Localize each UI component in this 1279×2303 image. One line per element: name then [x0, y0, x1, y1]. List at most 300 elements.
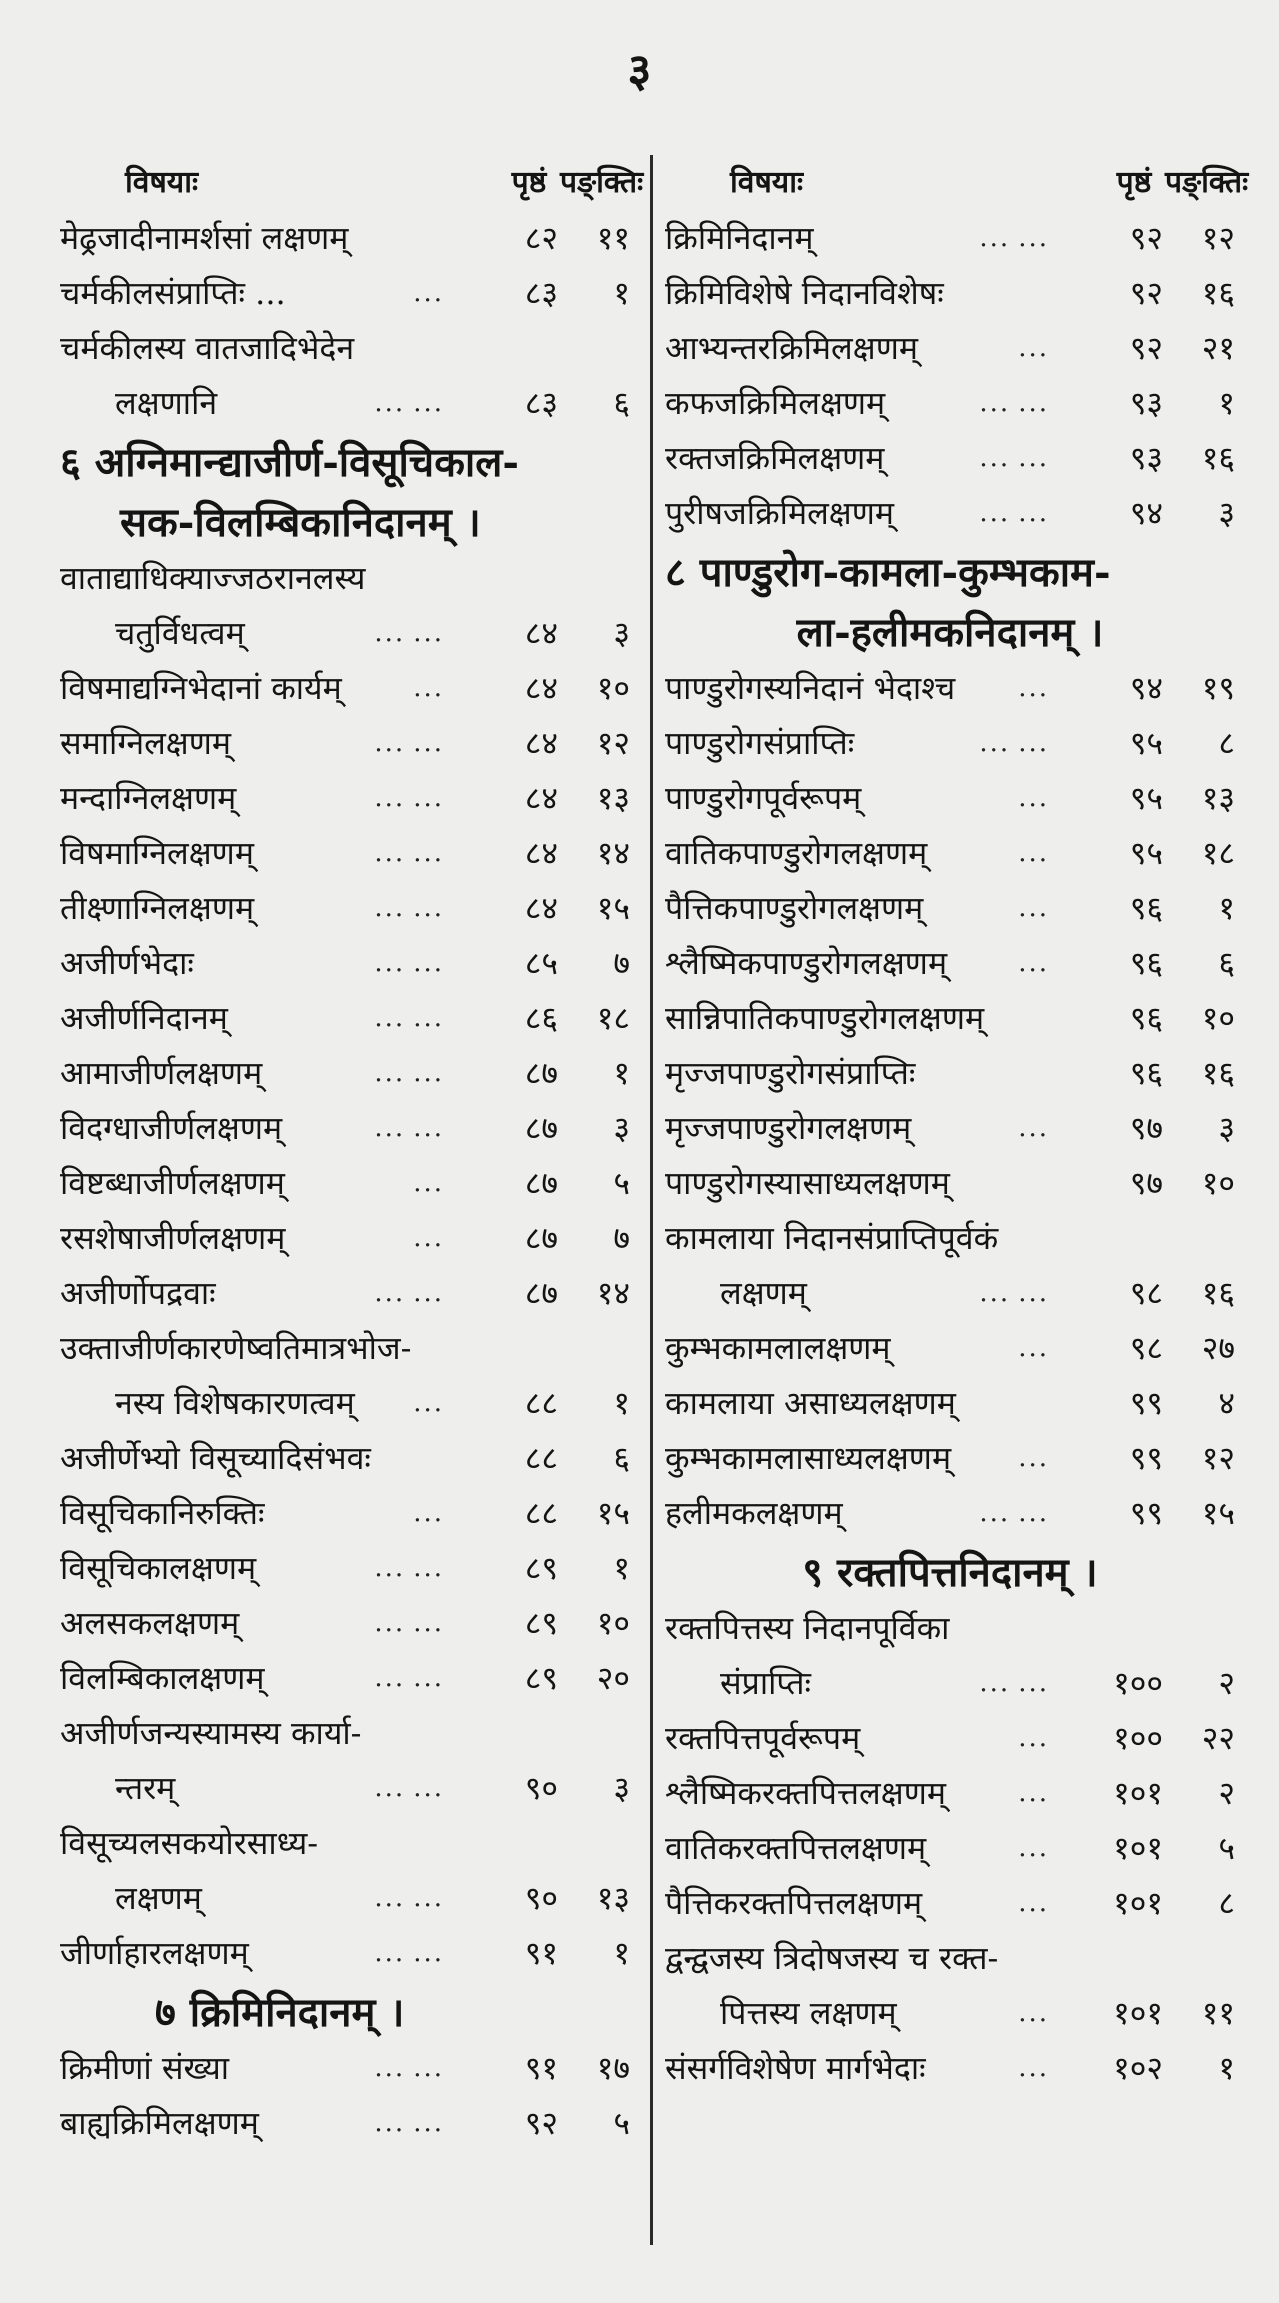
leader-dots: ... [374, 892, 406, 923]
toc-entry [665, 320, 1235, 375]
entry-line: १४ [596, 834, 630, 872]
leader-dots: ... [374, 782, 406, 813]
leader-dots: ... [413, 1552, 444, 1583]
toc-entry [60, 1925, 630, 1980]
toc-entry-continued [60, 1815, 630, 1870]
entry-subject: चर्मकीलसंप्राप्तिः ... [60, 274, 286, 312]
toc-entry [60, 375, 630, 430]
toc-entry [665, 375, 1235, 430]
entry-subject: पाण्डुरोगस्यासाध्यलक्षणम् [665, 1164, 950, 1202]
entry-subject: विदग्धाजीर्णलक्षणम् [60, 1109, 283, 1147]
leader-dots: ... [413, 1277, 444, 1308]
entry-subject: कुम्भकामलासाध्यलक्षणम् [665, 1439, 952, 1477]
entry-line: ६ [613, 384, 630, 422]
entry-page: ९६ [1129, 944, 1163, 982]
entry-page: ९१ [524, 1934, 558, 1972]
entry-subject: विषमाद्यग्निभेदानां कार्यम् [60, 669, 342, 707]
toc-entry [665, 935, 1235, 990]
toc-entry [60, 1760, 630, 1815]
header-page: पृष्ठं [511, 164, 547, 200]
toc-entry [60, 770, 630, 825]
entry-subject: पुरीषजक्रिमिलक्षणम् [665, 494, 894, 532]
entry-subject: मन्दाग्निलक्षणम् [60, 779, 237, 817]
leader-dots: ... [1018, 497, 1049, 528]
entry-subject: चर्मकीलस्य वातजादिभेदेन [60, 329, 355, 367]
leader-dots: ... [374, 1057, 406, 1088]
leader-dots: ... [413, 892, 444, 923]
leader-dots: ... [413, 1882, 444, 1913]
leader-dots: ... [1018, 947, 1049, 978]
toc-entry [60, 1430, 630, 1485]
right-column [665, 150, 1249, 2095]
entry-subject: मृज्जपाण्डुरोगसंप्राप्तिः [665, 1054, 916, 1092]
entry-line: १३ [1201, 779, 1235, 817]
header-subject: विषयाः [730, 164, 804, 200]
header-line: पङ्क्तिः [560, 164, 644, 200]
entry-line: १२ [596, 724, 630, 762]
entry-page: १०१ [1113, 1994, 1163, 2032]
entry-line: १७ [596, 2049, 630, 2087]
entry-subject: पाण्डुरोगपूर्वरूपम् [665, 779, 862, 817]
entry-page: ९८ [1129, 1274, 1163, 1312]
entry-line: ५ [1218, 1829, 1235, 1867]
entry-line: ११ [596, 219, 630, 257]
entry-page: १०१ [1113, 1774, 1163, 1812]
entry-subject: आमाजीर्णलक्षणम् [60, 1054, 263, 1092]
leader-dots: ... [1018, 1332, 1049, 1363]
entry-subject: न्तरम् [115, 1769, 176, 1807]
entry-page: ९५ [1129, 724, 1163, 762]
entry-line: २ [1218, 1774, 1235, 1812]
toc-entry-continued [60, 320, 630, 375]
toc-entry [60, 1540, 630, 1595]
leader-dots: ... [979, 442, 1011, 473]
toc-entry [60, 605, 630, 660]
entry-page: ८८ [524, 1439, 558, 1477]
leader-dots: ... [374, 837, 406, 868]
leader-dots: ... [374, 1937, 406, 1968]
entry-subject: मेढ्रजादीनामर्शसां लक्षणम् [60, 219, 349, 257]
leader-dots: ... [979, 1667, 1011, 1698]
entry-line: ६ [1218, 944, 1235, 982]
entry-line: ८ [1218, 724, 1235, 762]
entry-page: ९८ [1129, 1329, 1163, 1367]
entry-page: १०१ [1113, 1884, 1163, 1922]
entry-page: ९२ [1129, 329, 1163, 367]
leader-dots: ... [1018, 1667, 1049, 1698]
entry-line: १० [1201, 999, 1235, 1037]
leader-dots: ... [1018, 1887, 1049, 1918]
entry-page: ८७ [524, 1219, 558, 1257]
entry-page: ९० [524, 1769, 558, 1807]
toc-entry [665, 1155, 1235, 1210]
entry-subject: विलम्बिकालक्षणम् [60, 1659, 265, 1697]
toc-entry [60, 1100, 630, 1155]
leader-dots: ... [413, 277, 444, 308]
entry-line: १५ [1201, 1494, 1235, 1532]
leader-dots: ... [374, 1552, 406, 1583]
leader-dots: ... [413, 1662, 444, 1693]
toc-entry [665, 1710, 1235, 1765]
leader-dots: ... [374, 2107, 406, 2138]
section-heading: ९ रक्तपित्तनिदानम् । [802, 1548, 1098, 1596]
entry-page: ८२ [524, 219, 558, 257]
entry-page: १०१ [1113, 1829, 1163, 1867]
leader-dots: ... [413, 2107, 444, 2138]
entry-line: १६ [1201, 1054, 1235, 1092]
leader-dots: ... [1018, 1722, 1049, 1753]
entry-line: १ [613, 1549, 630, 1587]
leader-dots: ... [1018, 1777, 1049, 1808]
entry-page: ९० [524, 1879, 558, 1917]
entry-line: १५ [596, 1494, 630, 1532]
entry-line: ६ [613, 1439, 630, 1477]
toc-entry [665, 1265, 1235, 1320]
toc-entry [665, 2040, 1235, 2095]
leader-dots: ... [413, 672, 444, 703]
entry-line: १ [613, 1384, 630, 1422]
entry-line: १ [613, 274, 630, 312]
entry-line: ७ [613, 944, 630, 982]
entry-page: ९९ [1129, 1384, 1163, 1422]
entry-line: १४ [596, 1274, 630, 1312]
toc-entry [60, 1485, 630, 1540]
toc-entry [60, 1265, 630, 1320]
toc-entry [665, 1655, 1235, 1710]
leader-dots: ... [374, 727, 406, 758]
entry-line: ३ [1218, 494, 1235, 532]
toc-entry [60, 1045, 630, 1100]
entry-page: ८४ [524, 614, 558, 652]
leader-dots: ... [413, 727, 444, 758]
entry-line: ३ [613, 614, 630, 652]
leader-dots: ... [374, 617, 406, 648]
leader-dots: ... [374, 947, 406, 978]
leader-dots: ... [979, 1277, 1011, 1308]
entry-page: ९२ [1129, 274, 1163, 312]
toc-entry [60, 1870, 630, 1925]
section-heading: ला-हलीमकनिदानम् । [796, 608, 1104, 656]
entry-subject: कफजक्रिमिलक्षणम् [665, 384, 886, 422]
entry-line: ५ [613, 2104, 630, 2142]
section-heading: सक-विलम्बिकानिदानम् । [120, 498, 481, 546]
leader-dots: ... [1018, 1277, 1049, 1308]
entry-line: १ [1218, 2049, 1235, 2087]
toc-entry [665, 1045, 1235, 1100]
entry-page: ८७ [524, 1054, 558, 1092]
toc-entry [60, 1210, 630, 1265]
entry-line: ७ [613, 1219, 630, 1257]
toc-entry [60, 1155, 630, 1210]
entry-page: ९६ [1129, 889, 1163, 927]
entry-subject: क्रिमीणां संख्या [60, 2049, 230, 2087]
toc-entry [665, 430, 1235, 485]
toc-entry [60, 715, 630, 770]
toc-entry-continued [665, 1210, 1235, 1265]
entry-subject: क्रिमिनिदानम् [665, 219, 814, 257]
toc-entry-continued [60, 1705, 630, 1760]
leader-dots: ... [1018, 222, 1049, 253]
entry-subject: पित्तस्य लक्षणम् [720, 1994, 897, 2032]
leader-dots: ... [979, 1497, 1011, 1528]
left-column [60, 150, 644, 2150]
entry-subject: अजीर्णनिदानम् [60, 999, 228, 1037]
leader-dots: ... [413, 947, 444, 978]
toc-entry [665, 1985, 1235, 2040]
entry-line: ३ [613, 1109, 630, 1147]
entry-subject: तीक्ष्णाग्निलक्षणम् [60, 889, 255, 927]
entry-page: ९५ [1129, 779, 1163, 817]
entry-subject: लक्षणानि [115, 384, 218, 422]
leader-dots: ... [1018, 1442, 1049, 1473]
entry-line: १३ [596, 779, 630, 817]
entry-line: १६ [1201, 439, 1235, 477]
entry-subject: नस्य विशेषकारणत्वम् [115, 1384, 355, 1422]
entry-subject: जीर्णाहारलक्षणम् [60, 1934, 249, 1972]
entry-line: ४ [1218, 1384, 1235, 1422]
entry-line: २७ [1201, 1329, 1235, 1367]
leader-dots: ... [413, 1772, 444, 1803]
column-divider [650, 155, 653, 2245]
header-line: पङ्क्तिः [1165, 164, 1249, 200]
entry-subject: श्लैष्मिकपाण्डुरोगलक्षणम् [665, 944, 948, 982]
entry-line: १ [613, 1054, 630, 1092]
leader-dots: ... [979, 727, 1011, 758]
leader-dots: ... [413, 1387, 444, 1418]
entry-page: ८३ [524, 384, 558, 422]
leader-dots: ... [413, 617, 444, 648]
leader-dots: ... [413, 1607, 444, 1638]
entry-subject: सान्निपातिकपाण्डुरोगलक्षणम् [665, 999, 985, 1037]
toc-entry [665, 1430, 1235, 1485]
toc-entry [665, 715, 1235, 770]
toc-entry [60, 825, 630, 880]
leader-dots: ... [374, 1662, 406, 1693]
entry-subject: संप्राप्तिः [720, 1664, 811, 1702]
toc-entry [665, 880, 1235, 935]
entry-line: १६ [1201, 274, 1235, 312]
entry-line: १६ [1201, 1274, 1235, 1312]
entry-subject: लक्षणम् [720, 1274, 807, 1312]
leader-dots: ... [374, 1277, 406, 1308]
entry-line: २ [1218, 1664, 1235, 1702]
leader-dots: ... [1018, 727, 1049, 758]
toc-entry [665, 990, 1235, 1045]
toc-entry [665, 1375, 1235, 1430]
entry-subject: लक्षणम् [115, 1879, 202, 1917]
entry-line: ३ [613, 1769, 630, 1807]
toc-entry [665, 210, 1235, 265]
entry-page: ९६ [1129, 1054, 1163, 1092]
toc-entry [665, 1320, 1235, 1375]
entry-line: ११ [1201, 1994, 1235, 2032]
entry-page: ९९ [1129, 1439, 1163, 1477]
leader-dots: ... [1018, 1497, 1049, 1528]
leader-dots: ... [1018, 2052, 1049, 2083]
toc-entry [665, 660, 1235, 715]
entry-page: ९४ [1129, 669, 1163, 707]
leader-dots: ... [1018, 1832, 1049, 1863]
entry-page: ८९ [524, 1549, 558, 1587]
entry-line: १५ [596, 889, 630, 927]
leader-dots: ... [1018, 837, 1049, 868]
entry-subject: संसर्गविशेषेण मार्गभेदाः [665, 2049, 926, 2087]
leader-dots: ... [979, 497, 1011, 528]
entry-page: ९९ [1129, 1494, 1163, 1532]
entry-subject: विष्टब्धाजीर्णलक्षणम् [60, 1164, 285, 1202]
entry-line: २२ [1201, 1719, 1235, 1757]
leader-dots: ... [1018, 442, 1049, 473]
entry-page: ८६ [524, 999, 558, 1037]
toc-entry [665, 265, 1235, 320]
leader-dots: ... [374, 387, 406, 418]
entry-subject: क्रिमिविशेषे निदानविशेषः [665, 274, 944, 312]
toc-entry-continued [665, 1930, 1235, 1985]
toc-entry [60, 990, 630, 1045]
leader-dots: ... [979, 222, 1011, 253]
entry-subject: बाह्यक्रिमिलक्षणम् [60, 2104, 259, 2142]
entry-subject: पैत्तिकरक्तपित्तलक्षणम् [665, 1884, 923, 1922]
toc-entry [60, 935, 630, 990]
entry-subject: रक्तजक्रिमिलक्षणम् [665, 439, 885, 477]
toc-entry-continued [60, 550, 630, 605]
entry-line: ८ [1218, 1884, 1235, 1922]
section-heading: ७ क्रिमिनिदानम् । [155, 1988, 405, 2036]
entry-line: १ [1218, 889, 1235, 927]
leader-dots: ... [413, 1002, 444, 1033]
entry-page: ९२ [524, 2104, 558, 2142]
entry-subject: रसशेषाजीर्णलक्षणम् [60, 1219, 286, 1257]
leader-dots: ... [374, 1002, 406, 1033]
toc-entry [665, 770, 1235, 825]
toc-entry [60, 880, 630, 935]
entry-line: ३ [1218, 1109, 1235, 1147]
entry-subject: विसूचिकालक्षणम् [60, 1549, 257, 1587]
entry-line: १९ [1201, 669, 1235, 707]
column-header [60, 150, 644, 210]
entry-subject: चतुर्विधत्वम् [115, 614, 245, 652]
leader-dots: ... [1018, 387, 1049, 418]
entry-subject: विसूचिकानिरुक्तिः [60, 1494, 265, 1532]
leader-dots: ... [413, 837, 444, 868]
entry-subject: द्वन्द्वजस्य त्रिदोषजस्य च रक्त- [665, 1939, 999, 1977]
entry-page: ९२ [1129, 219, 1163, 257]
entry-page: १०० [1113, 1719, 1163, 1757]
toc-entry [60, 1595, 630, 1650]
entry-subject: वाताद्याधिक्याज्जठरानलस्य [60, 559, 366, 597]
leader-dots: ... [413, 1057, 444, 1088]
leader-dots: ... [1018, 332, 1049, 363]
leader-dots: ... [413, 782, 444, 813]
entry-subject: विषमाग्निलक्षणम् [60, 834, 254, 872]
entry-line: २० [596, 1659, 630, 1697]
leader-dots: ... [413, 387, 444, 418]
entry-line: १८ [596, 999, 630, 1037]
entry-page: १०२ [1113, 2049, 1163, 2087]
entry-subject: कुम्भकामलालक्षणम् [665, 1329, 891, 1367]
entry-subject: समाग्निलक्षणम् [60, 724, 232, 762]
toc-entry [665, 1485, 1235, 1540]
leader-dots: ... [1018, 1112, 1049, 1143]
toc-entry-continued [60, 1320, 630, 1375]
leader-dots: ... [413, 1167, 444, 1198]
toc-entry [60, 265, 630, 320]
toc-entry [60, 660, 630, 715]
entry-page: ८३ [524, 274, 558, 312]
entry-line: १० [596, 1604, 630, 1642]
toc-entry [60, 210, 630, 265]
header-page: पृष्ठं [1116, 164, 1152, 200]
entry-subject: अलसकलक्षणम् [60, 1604, 240, 1642]
leader-dots: ... [979, 387, 1011, 418]
entry-page: ८७ [524, 1164, 558, 1202]
entry-subject: अजीर्णजन्यस्यामस्य कार्या- [60, 1714, 362, 1752]
entry-page: ८७ [524, 1274, 558, 1312]
header-subject: विषयाः [125, 164, 199, 200]
leader-dots: ... [374, 1882, 406, 1913]
entry-subject: कामलाया निदानसंप्राप्तिपूर्वकं [665, 1219, 999, 1257]
entry-page: ९१ [524, 2049, 558, 2087]
toc-entry [665, 1820, 1235, 1875]
entry-subject: पैत्तिकपाण्डुरोगलक्षणम् [665, 889, 924, 927]
leader-dots: ... [374, 1772, 406, 1803]
leader-dots: ... [374, 1112, 406, 1143]
toc-entry [60, 1650, 630, 1705]
entry-subject: रक्तपित्तपूर्वरूपम् [665, 1719, 861, 1757]
entry-page: ९६ [1129, 999, 1163, 1037]
entry-page: ८५ [524, 944, 558, 982]
leader-dots: ... [413, 1497, 444, 1528]
entry-subject: अजीर्णोपद्रवाः [60, 1274, 216, 1312]
page-number: ३ [627, 43, 652, 97]
entry-page: ८४ [524, 889, 558, 927]
entry-subject: हलीमकलक्षणम् [665, 1494, 843, 1532]
entry-subject: पाण्डुरोगस्यनिदानं भेदाश्च [665, 669, 956, 707]
section-heading: ८ पाण्डुरोग-कामला-कुम्भकाम- [665, 548, 1111, 596]
entry-subject: उक्ताजीर्णकारणेष्वतिमात्रभोज- [60, 1329, 412, 1367]
toc-entry [665, 825, 1235, 880]
leader-dots: ... [1018, 1997, 1049, 2028]
entry-line: १० [1201, 1164, 1235, 1202]
entry-page: ८८ [524, 1384, 558, 1422]
leader-dots: ... [413, 1937, 444, 1968]
entry-line: १० [596, 669, 630, 707]
entry-subject: मृज्जपाण्डुरोगलक्षणम् [665, 1109, 912, 1147]
entry-subject: विसूच्यलसकयोरसाध्य- [60, 1824, 319, 1862]
entry-page: ८४ [524, 669, 558, 707]
leader-dots: ... [413, 1112, 444, 1143]
toc-entry [665, 1100, 1235, 1155]
entry-line: १८ [1201, 834, 1235, 872]
entry-page: ८४ [524, 724, 558, 762]
entry-page: ९३ [1129, 439, 1163, 477]
entry-page: ९७ [1129, 1164, 1163, 1202]
entry-subject: वातिकरक्तपित्तलक्षणम् [665, 1829, 927, 1867]
leader-dots: ... [374, 1607, 406, 1638]
entry-page: ८८ [524, 1494, 558, 1532]
toc-entry [665, 485, 1235, 540]
entry-subject: वातिकपाण्डुरोगलक्षणम् [665, 834, 928, 872]
entry-subject: रक्तपित्तस्य निदानपूर्विका [665, 1609, 950, 1647]
toc-entry [60, 2095, 630, 2150]
entry-line: १ [613, 1934, 630, 1972]
entry-page: ८७ [524, 1109, 558, 1147]
entry-page: ८९ [524, 1604, 558, 1642]
entry-page: ८४ [524, 779, 558, 817]
entry-page: ९७ [1129, 1109, 1163, 1147]
entry-line: १२ [1201, 219, 1235, 257]
entry-subject: आभ्यन्तरक्रिमिलक्षणम् [665, 329, 918, 367]
